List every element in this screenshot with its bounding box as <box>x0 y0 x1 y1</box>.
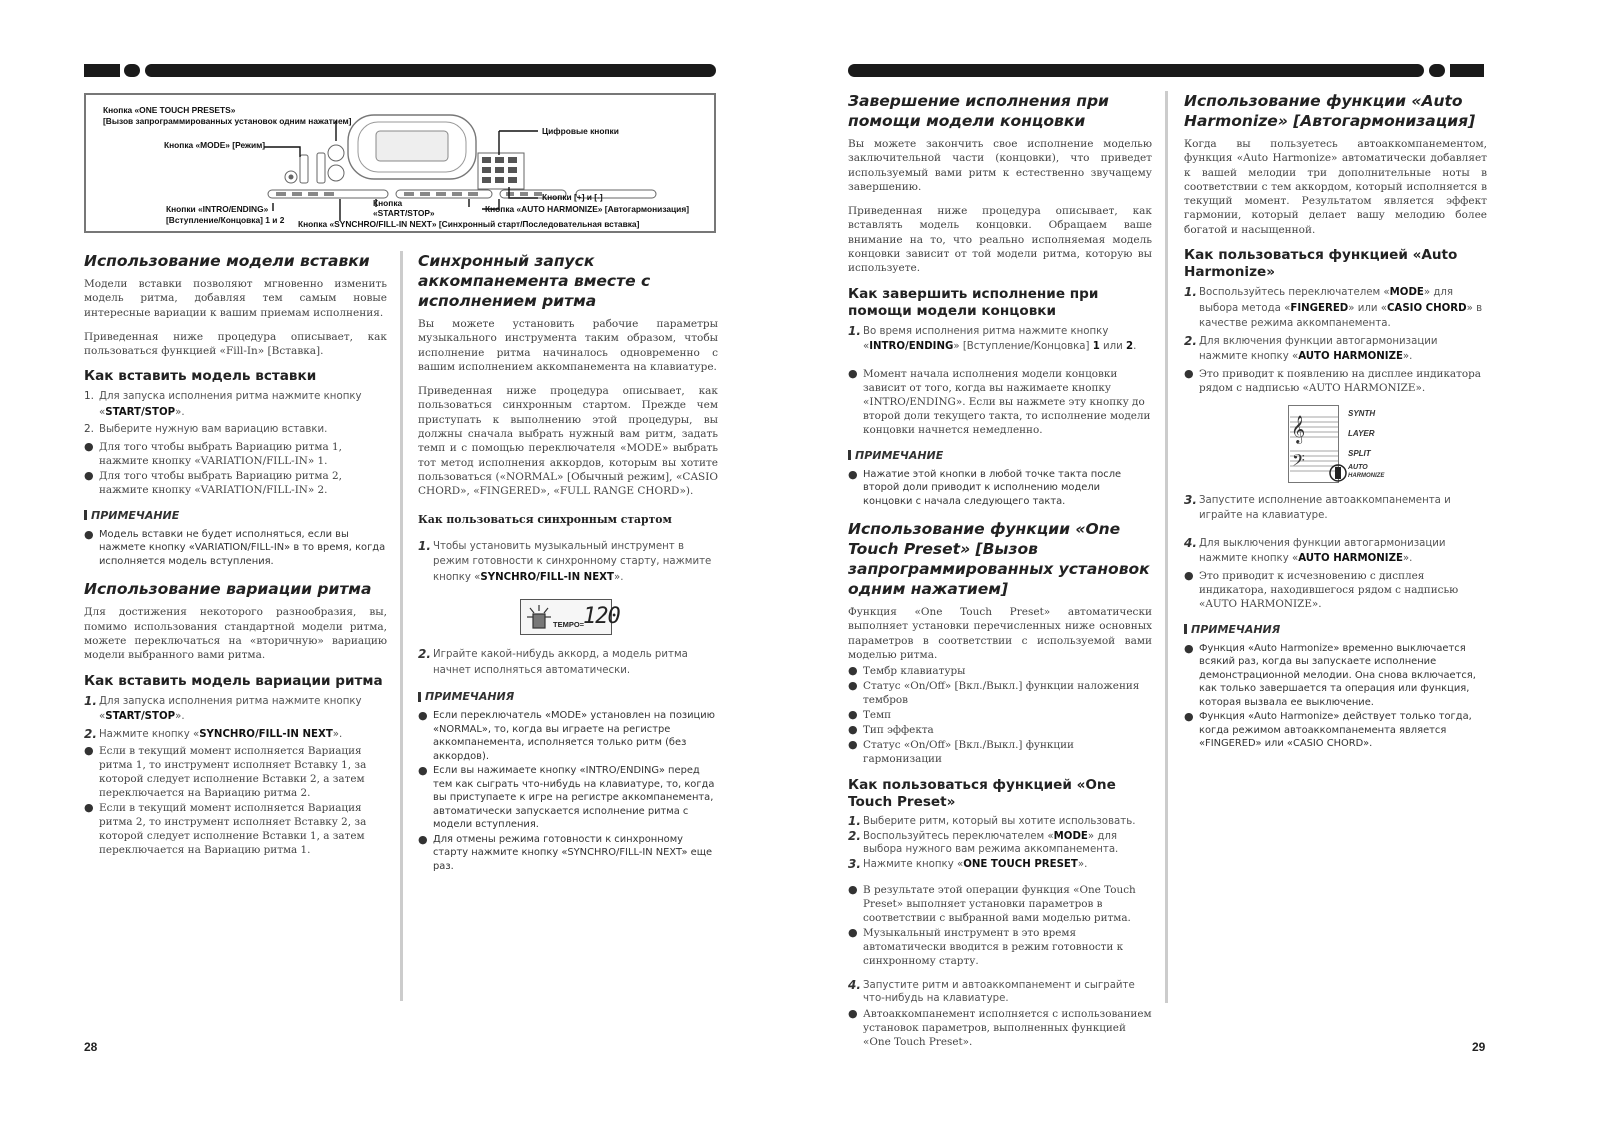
step-item: 2. Воспользуйтесь переключателем «MODE» для выбора нужного вам режима аккомпанемента. <box>848 829 1119 856</box>
lcd-tempo-value: 120 <box>583 604 620 630</box>
bullet-item: ● Это приводит к исчезновению с дисплея индикатора, находившегося рядом с надписью «AUTO HARMONIZE». <box>1184 568 1459 610</box>
step-item: 1. Во время исполнения ритма нажмите кнопку «INTRO/ENDING» [Вступление/Концовка] 1 или 2. <box>848 323 1137 353</box>
column-divider <box>400 251 403 1001</box>
bullet-item: ● Если в текущий момент исполняется Вариация ритма 2, то инструмент исполняет Вставку 2, за которой следует исполнение Вставки 1, а затем переключается на Вариацию ритма 1. <box>84 801 367 857</box>
column-divider <box>1165 91 1168 1003</box>
label-plus-minus-buttons: Кнопки [+] и [-] <box>542 192 603 202</box>
heading-fill-in: Использование модели вставки <box>84 252 370 270</box>
step-item: 2. Нажмите кнопку «SYNCHRO/FILL-IN NEXT». <box>84 726 343 741</box>
bullet-item: ● Автоаккомпанемент исполняется с использованием установок параметров, выполненных функцией «One Touch Preset». <box>848 1007 1152 1049</box>
heading-ending: Завершение исполнения при помощи модели концовки <box>848 92 1109 130</box>
page-number-left: 28 <box>84 1040 98 1054</box>
paragraph: Вы можете установить рабочие параметры музыкального инструмента таким образом, чтобы исполнение ритма начиналось одновременно с вашим исполнением аккомпанемента на клавиатуре. <box>418 318 718 373</box>
key-name: SYNCHRO/FILL-IN NEXT <box>199 728 333 740</box>
heading-how-to-insert: Как вставить модель вставки <box>84 368 317 385</box>
label-one-touch-presets: Кнопка «ONE TOUCH PRESETS» <box>103 105 236 115</box>
note-heading: ПРИМЕЧАНИЕ <box>84 509 387 522</box>
tempo-display-illustration <box>520 599 620 635</box>
heading-how-auto-harmonize: Как пользоваться функцией «Auto Harmonize» <box>1184 247 1458 281</box>
note-heading: ПРИМЕЧАНИЯ <box>418 690 718 703</box>
label-intro-ending-buttons-ru: [Вступление/Концовка] 1 и 2 <box>166 215 285 225</box>
flashing-indicator-icon <box>524 602 554 632</box>
key-name: START/STOP <box>105 406 176 418</box>
step-item: 2. Для включения функции автогармонизации нажмите кнопку «AUTO HARMONIZE». <box>1184 333 1438 363</box>
harmonize-indicator-icon <box>1328 464 1348 482</box>
paragraph: Приведенная ниже процедура описывает, как вставлять модель концовки. Обращаем ваше внимание на то, что реально исполняемая модель концовки зависит от той модели ритма, которую вы используете. <box>848 205 1152 275</box>
note-item: ● Если вы нажимаете кнопку «INTRO/ENDING» перед тем как сыграть что-нибудь на клавиатуре, то, когда вы приступаете к игре на регистре аккомпанемента, автоматически запускается исполнение ритма с модели вступления. <box>418 764 715 831</box>
bullet-item: ● Музыкальный инструмент в это время автоматически вводится в режим готовности к синхронному старту. <box>848 926 1124 968</box>
step-item: 1. Для запуска исполнения ритма нажмите кнопку «START/STOP». <box>84 390 362 418</box>
step-item: 1. Чтобы установить музыкальный инструмент в режим готовности к синхронному старту, нажмите кнопку «SYNCHRO/FILL-IN NEXT». <box>418 538 712 583</box>
note-item: ● Если переключатель «MODE» установлен на позицию «NORMAL», то, когда вы играете на регистре аккомпанемента, исполняется только ритм (без аккордов). <box>418 709 715 762</box>
note-heading: ПРИМЕЧАНИЯ <box>1184 623 1487 636</box>
display-harmonize-label: HARMONIZE <box>1348 472 1385 479</box>
svg-text:𝄢: 𝄢 <box>1292 449 1305 474</box>
bullet-item: ● Для того чтобы выбрать Вариацию ритма 2, нажмите кнопку «VARIATION/FILL-IN» 2. <box>84 468 342 496</box>
step-item: 2. Выберите нужную вам вариацию вставки. <box>84 423 328 436</box>
list-item: ● Тембр клавиатуры <box>848 664 966 678</box>
heading-one-touch-preset: Использование функции «One Touch Preset» [Вызов запрограммированных установок одним нажатием] <box>848 520 1150 599</box>
key-name: MODE <box>1389 287 1424 299</box>
paragraph: Модели вставки позволяют мгновенно изменить модель ритма, добавляя тем самым новые интересные вариации к вашим приемам исполнения. <box>84 278 387 319</box>
note-item: ● Нажатие этой кнопки в любой точке такта после второй доли приводит к исполнению модели концовки с начала следующего такта. <box>848 467 1122 507</box>
paragraph: Приведенная ниже процедура описывает, как пользоваться функцией «Fill-In» [Вставка]. <box>84 330 387 358</box>
left-column-1 <box>84 251 387 858</box>
auto-harmonize-display-illustration <box>1288 405 1408 483</box>
heading-how-one-touch: Как пользоваться функцией «One Touch Preset» <box>848 777 1116 811</box>
heading-auto-harmonize: Использование функции «Auto Harmonize» [Автогармонизация] <box>1184 92 1476 130</box>
display-auto-label: AUTO <box>1348 463 1368 471</box>
heading-rhythm-variation: Использование вариации ритма <box>84 580 372 599</box>
label-synchro-fill-in-button: Кнопка «SYNCHRO/FILL-IN NEXT» [Синхронный старт/Последовательная вставка] <box>298 219 640 229</box>
paragraph: Когда вы пользуетесь автоаккомпанементом, функция «Auto Harmonize» автоматически добавляет к вашей мелодии три дополнительные ноты в соответствии с тем аккордом, который исполняется в текущий момент. Результатом является эффект гармонии, который делает вашу мелодию более богатой и насыщенной. <box>1184 138 1487 236</box>
step-item: 3. Запустите исполнение автоаккомпанемента и играйте на клавиатуре. <box>1184 492 1451 522</box>
step-item: 1. Воспользуйтесь переключателем «MODE» для выбора метода «FINGERED» или «CASIO CHORD» в качестве режима аккомпанемента. <box>1184 285 1483 330</box>
list-item: ● Тип эффекта <box>848 723 934 737</box>
paragraph: Функция «One Touch Preset» автоматически выполняет установки перечисленных ниже основных параметров в соответствии с используемой вами моделью ритма. <box>848 606 1152 662</box>
heading-how-to-variation: Как вставить модель вариации ритма <box>84 672 383 689</box>
step-item: 2. Играйте какой-нибудь аккорд, а модель ритма начнет исполняться автоматически. <box>418 647 688 676</box>
note-heading: ПРИМЕЧАНИЕ <box>848 449 1152 462</box>
svg-text:𝄞: 𝄞 <box>1291 414 1306 443</box>
list-item: ● Статус «On/Off» [Вкл./Выкл.] функции наложения тембров <box>848 679 1140 707</box>
paragraph: Для достижения некоторого разнообразия, вы, помимо использования стандартной модели ритма, можете переключаться на «вторичную» вариацию модели выбранного вами ритма. <box>84 606 387 662</box>
keyboard-panel-diagram <box>84 93 716 233</box>
label-auto-harmonize-button: Кнопка «AUTO HARMONIZE» [Автогармонизация] <box>485 204 690 214</box>
key-name: START/STOP <box>105 711 176 723</box>
key-name: AUTO HARMONIZE <box>1298 553 1403 565</box>
bullet-item: ● Момент начала исполнения модели концовки зависит от того, когда вы нажимаете кнопку «INTRO/ENDING». Если вы нажмете эту кнопку до второй доли текущего такта, то исполнение модели концовки начнется немедленно. <box>848 366 1151 436</box>
lcd-tempo-label: TEMPO= <box>553 620 585 630</box>
header-bar-left <box>84 64 716 77</box>
bullet-item: ● Это приводит к появлению на дисплее индикатора рядом с надписью «AUTO HARMONIZE». <box>1184 366 1481 394</box>
right-page <box>800 0 1600 1131</box>
key-name: INTRO/ENDING <box>869 341 954 353</box>
label-digit-buttons: Цифровые кнопки <box>542 126 619 136</box>
label-start-stop-button: Кнопка <box>373 198 403 208</box>
key-name: ONE TOUCH PRESET <box>963 859 1078 871</box>
header-bar-right <box>848 64 1484 77</box>
heading-how-to-end: Как завершить исполнение при помощи модели концовки <box>848 285 1099 319</box>
note-item: ● Функция «Auto Harmonize» действует только тогда, когда режимом автоаккомпанемента является «FINGERED» или «CASIO CHORD». <box>1184 710 1472 750</box>
step-item: 1. Выберите ритм, который вы хотите использовать. <box>848 814 1136 829</box>
page-number-right: 29 <box>1472 1040 1486 1054</box>
bullet-item: ● Для того чтобы выбрать Вариацию ритма 1, нажмите кнопку «VARIATION/FILL-IN» 1. <box>84 439 342 467</box>
label-start-stop-button-key: «START/STOP» <box>373 208 435 218</box>
key-name: CASIO CHORD <box>1386 302 1467 314</box>
paragraph: Приведенная ниже процедура описывает, как пользоваться синхронным стартом. Прежде чем приступать к выполнению этой процедуры, вы должны сначала выбрать нужный вам ритм, задать темп и с помощью переключателя «MODE» выбрать тот метод исполнения аккордов, которым вы хотите пользоваться («NORMAL» [Обычный режим], «CASIO CHORD», «FINGERED», «FULL RANGE CHORD»). <box>418 385 718 498</box>
right-column-2 <box>1184 91 1487 752</box>
bullet-item: ● Если в текущий момент исполняется Вариация ритма 1, то инструмент исполняет Вставку 1, за которой следует исполнение Вставки 2, а затем переключается на Вариацию ритма 2. <box>84 744 367 800</box>
right-column-1 <box>848 91 1152 1050</box>
label-mode-button: Кнопка «MODE» [Режим] <box>164 140 266 150</box>
note-item: ● Для отмены режима готовности к синхронному старту нажмите кнопку «SYNCHRO/FILL-IN NEXT» еще раз. <box>418 832 713 872</box>
step-item: 1. Для запуска исполнения ритма нажмите кнопку «START/STOP». <box>84 693 362 723</box>
paragraph: Вы можете закончить свое исполнение моделью заключительной части (концовки), что приведет используемый вами ритм к естественно звучащему завершению. <box>848 138 1152 193</box>
label-one-touch-presets-ru: [Вызов запрограммированных установок одним нажатием] <box>103 116 352 126</box>
key-name: AUTO HARMONIZE <box>1298 351 1403 363</box>
display-synth-label: SYNTH <box>1348 408 1376 418</box>
note-item: ● Функция «Auto Harmonize» временно выключается всякий раз, когда вы запускаете исполнение демонстрационной мелодии. Она снова включается, как только завершается та операция или функция, которая вызвала ее выключение. <box>1184 641 1476 708</box>
list-item: ● Статус «On/Off» [Вкл./Выкл.] функции гармонизации <box>848 738 1074 766</box>
heading-how-synchro: Как пользоваться синхронным стартом <box>418 512 672 526</box>
key-name: MODE <box>1053 831 1088 843</box>
key-name: FINGERED <box>1290 302 1349 314</box>
step-item: 4. Запустите ритм и автоаккомпанемент и сыграйте что-нибудь на клавиатуре. <box>848 978 1135 1005</box>
heading-synchro-start: Синхронный запуск аккомпанемента вместе с исполнением ритма <box>418 252 651 310</box>
label-intro-ending-buttons: Кнопки «INTRO/ENDING» <box>166 204 269 214</box>
note-item: ● Модель вставки не будет исполняться, если вы нажмете кнопку «VARIATION/FILL-IN» в то время, когда исполняется модель вступления. <box>84 527 386 567</box>
list-item: ● Темп <box>848 708 892 722</box>
bullet-item: ● В результате этой операции функция «One Touch Preset» выполняет установки параметров в соответствии с выбранной вами моделью ритма. <box>848 883 1136 925</box>
step-item: 3. Нажмите кнопку «ONE TOUCH PRESET». <box>848 857 1088 872</box>
display-layer-label: LAYER <box>1348 428 1375 438</box>
key-name: SYNCHRO/FILL-IN NEXT <box>480 571 614 583</box>
left-column-2 <box>418 251 718 874</box>
step-item: 4. Для выключения функции автогармонизации нажмите кнопку «AUTO HARMONIZE». <box>1184 535 1446 565</box>
display-split-label: SPLIT <box>1348 448 1371 458</box>
